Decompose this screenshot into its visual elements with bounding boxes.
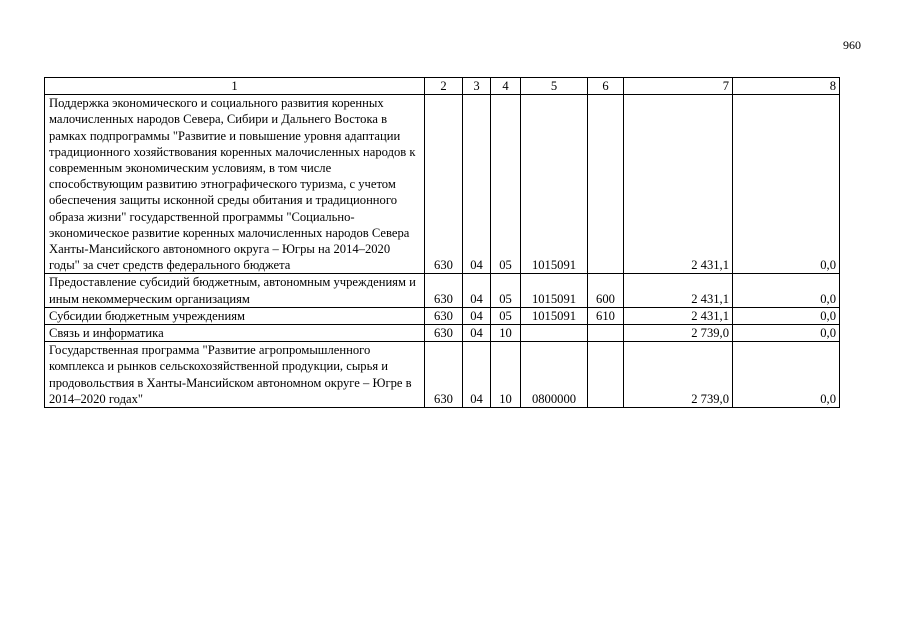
column-header-6: 6 (588, 78, 624, 95)
row-name-cell: Предоставление субсидий бюджетным, автономным учреждениям и иным некоммерческим организациям (45, 274, 425, 307)
row-name-cell: Поддержка экономического и социального развития коренных малочисленных народов Севера, Сибири и Дальнего Востока в рамках подпрограммы "Развитие и повышение уровня адаптации традиционного хозяйствования коренных малочисленных народов к современным экономическим условиям, в том числе способствующим развитию этнографического туризма, с учетом обеспечения защиты исконной среды обитания и традиционного образа жизни" государственной программы "Социально-экономическое развитие коренных малочисленных народов Севера Ханты-Мансийского автономного округа – Югры на 2014–2020 годы" за счет средств федерального бюджета (45, 95, 425, 274)
column-header-8: 8 (733, 78, 840, 95)
column-header-2: 2 (425, 78, 463, 95)
column-header-1: 1 (45, 78, 425, 95)
federal-amount-cell: 0,0 (733, 325, 840, 342)
target-article-cell (521, 325, 588, 342)
expense-type-cell (588, 95, 624, 274)
table-row (45, 274, 840, 307)
target-article-cell: 1015091 (521, 274, 588, 307)
amount-cell: 2 739,0 (624, 342, 733, 408)
subsection-code-cell: 05 (491, 307, 521, 324)
expense-type-cell (588, 325, 624, 342)
subsection-code-cell: 05 (491, 274, 521, 307)
table-row (45, 325, 840, 342)
subsection-code-cell: 10 (491, 325, 521, 342)
amount-cell: 2 431,1 (624, 274, 733, 307)
section-code-cell: 04 (463, 274, 491, 307)
table-row (45, 95, 840, 274)
table-header-row (45, 78, 840, 95)
federal-amount-cell: 0,0 (733, 342, 840, 408)
table-row (45, 342, 840, 408)
column-header-5: 5 (521, 78, 588, 95)
target-article-cell: 1015091 (521, 95, 588, 274)
column-header-3: 3 (463, 78, 491, 95)
section-code-cell: 04 (463, 342, 491, 408)
federal-amount-cell: 0,0 (733, 95, 840, 274)
ministry-code-cell: 630 (425, 325, 463, 342)
target-article-cell: 0800000 (521, 342, 588, 408)
page-number: 960 (843, 38, 861, 52)
amount-cell: 2 431,1 (624, 307, 733, 324)
target-article-cell: 1015091 (521, 307, 588, 324)
federal-amount-cell: 0,0 (733, 274, 840, 307)
subsection-code-cell: 05 (491, 95, 521, 274)
section-code-cell: 04 (463, 307, 491, 324)
budget-table (44, 77, 840, 408)
table-row (45, 307, 840, 324)
federal-amount-cell: 0,0 (733, 307, 840, 324)
row-name-cell: Государственная программа "Развитие агропромышленного комплекса и рынков сельскохозяйственной продукции, сырья и продовольствия в Ханты-Мансийском автономном округе – Югре в 2014–2020 годах" (45, 342, 425, 408)
ministry-code-cell: 630 (425, 95, 463, 274)
column-header-7: 7 (624, 78, 733, 95)
section-code-cell: 04 (463, 325, 491, 342)
section-code-cell: 04 (463, 95, 491, 274)
subsection-code-cell: 10 (491, 342, 521, 408)
column-header-4: 4 (491, 78, 521, 95)
row-name-cell: Связь и информатика (45, 325, 425, 342)
expense-type-cell (588, 342, 624, 408)
ministry-code-cell: 630 (425, 274, 463, 307)
ministry-code-cell: 630 (425, 307, 463, 324)
expense-type-cell: 610 (588, 307, 624, 324)
amount-cell: 2 431,1 (624, 95, 733, 274)
row-name-cell: Субсидии бюджетным учреждениям (45, 307, 425, 324)
expense-type-cell: 600 (588, 274, 624, 307)
amount-cell: 2 739,0 (624, 325, 733, 342)
ministry-code-cell: 630 (425, 342, 463, 408)
